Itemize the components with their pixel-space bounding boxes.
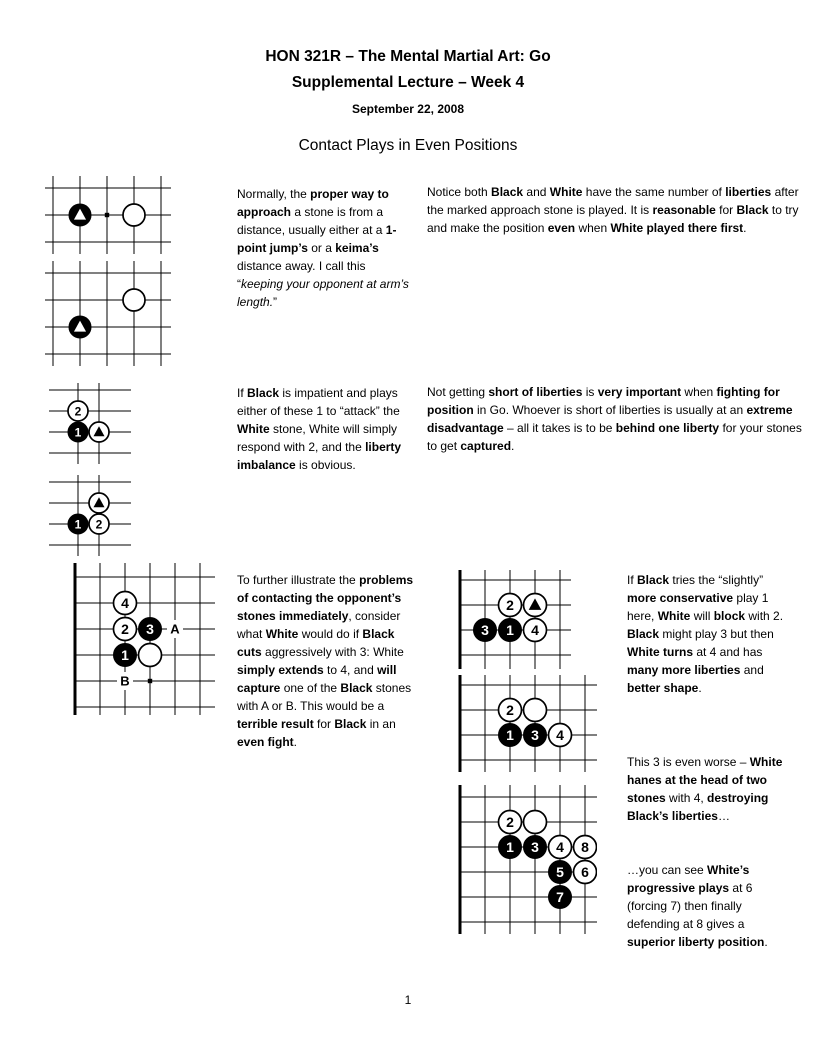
svg-text:5: 5 [556,864,564,881]
text-segment: ” [273,295,278,309]
svg-text:2: 2 [95,517,103,532]
text-segment: aggressively with 3: White [261,645,404,659]
section-heading: Contact Plays in Even Positions [298,137,518,154]
text-segment: very important [597,385,682,399]
text-segment: in Go. Whoever is short of liberties is usually at an [473,403,747,417]
text-segment: with 4, [665,791,708,805]
go-stone-white-2 [68,401,88,421]
go-stone-black-7 [549,886,572,909]
go-stone-white-triangle [89,422,109,442]
go-stone-white-triangle [524,594,547,617]
text-segment: keima’s [335,241,379,255]
svg-text:7: 7 [556,889,564,906]
svg-text:1: 1 [506,727,514,744]
svg-text:1: 1 [121,647,129,664]
go-stone-black-1 [68,422,88,442]
svg-text:1: 1 [506,622,514,639]
go-stone-white [139,644,162,667]
svg-text:6: 6 [581,864,589,881]
svg-text:2: 2 [121,621,129,638]
text-segment: will capture [237,663,397,695]
text-segment: Black cuts [237,627,395,659]
text-segment: 1-point jump’s [237,223,397,255]
text-segment: block [713,609,746,623]
text-segment: Normally, the [237,187,311,201]
diagram-one-point-approach [45,176,171,259]
text-segment: extreme disadvantage [427,403,793,435]
go-stone-white [524,811,547,834]
text-segment: Black [334,717,367,731]
svg-text:2: 2 [74,404,82,419]
text-segment: is [582,385,598,399]
text-segment: for [313,717,335,731]
text-segment: Black [340,681,373,695]
text-segment: one of the [280,681,341,695]
go-stone-white-4 [114,592,137,615]
text-segment: stones with A or B. This would be a [237,681,412,713]
svg-text:2: 2 [506,814,514,831]
text-segment: many more liberties [627,663,741,677]
text-segment: Black [637,573,670,587]
star-point [148,679,152,683]
text-segment: might play 3 but then [659,627,774,641]
go-stone-white-6 [574,861,597,884]
text-segment: . [764,935,768,949]
diagram-conservative-block-board [458,570,571,669]
text-segment: a stone is from a distance, usually either at a [237,205,386,237]
diagram-turn-at-4 [458,675,597,777]
text-segment: White [657,609,691,623]
diagram-keima-approach [45,261,171,371]
go-stone-black-triangle [69,204,91,226]
text-segment: have the same number of [582,185,726,199]
text-segment: Black [736,203,769,217]
text-segment: to 4, and [323,663,378,677]
go-stone-white-4 [549,836,572,859]
go-stone-white-2 [89,514,109,534]
go-stone-black-1 [114,644,137,667]
diagram-attach-above [49,383,131,469]
diagram-turn-at-4-board [458,675,597,772]
text-segment: more conservative [627,591,734,605]
svg-text:1: 1 [506,839,514,856]
text-segment: and [523,185,550,199]
go-stone-white-2 [499,811,522,834]
text-segment: White hanes at the head of two stones [627,755,783,805]
diagram-attach-above-board [49,383,131,464]
text-segment: at 4 and has [693,645,763,659]
text-segment: will [690,609,714,623]
text-segment: . [743,221,747,235]
text-segment: – all it takes is to be [503,421,616,435]
text-segment: is obvious. [295,458,356,472]
text-segment: White’s progressive plays [627,863,750,895]
text-segment: liberties [725,185,772,199]
diagram-attach-below-board [49,475,131,556]
svg-text:4: 4 [556,727,564,744]
text-segment: would do if [298,627,363,641]
go-stone-black-1 [499,619,522,642]
diagram-conservative-block [458,570,571,674]
text-segment: keeping your opponent at arm’s length. [237,277,409,309]
diagram-attach-below [49,475,131,561]
diagram-one-point-approach-board [45,176,171,254]
text-segment: fighting for position [427,385,780,417]
text-segment: problems of contacting the opponent’s stones immediately [237,573,414,623]
svg-text:1: 1 [74,425,82,440]
svg-text:1: 1 [74,517,82,532]
diagram-cut-capture [73,563,215,720]
text-segment: tries the “slightly” [669,573,764,587]
go-stone-white [524,699,547,722]
text-segment: captured [460,439,512,453]
go-stone-white-4 [549,724,572,747]
text-segment: White played there first [610,221,744,235]
text-segment: destroying Black’s liberties [627,791,769,823]
paragraph-hane-head [627,753,793,825]
text-segment: …you can see [627,863,708,877]
text-segment: reasonable [652,203,716,217]
text-segment: for your stones to get [427,421,802,453]
go-stone-black-3 [524,724,547,747]
point-label-B: B [120,673,130,689]
text-segment: , consider what [237,609,401,641]
text-segment: liberty imbalance [237,440,402,472]
star-point [105,213,109,217]
text-segment: Black [247,386,280,400]
text-segment: for [715,203,737,217]
go-stone-black-5 [549,861,572,884]
diagram-hane-sequence [458,785,597,939]
text-segment: or a [307,241,336,255]
text-segment: White [549,185,583,199]
text-segment: White turns [627,645,693,659]
text-segment: stone, White will simply respond with 2, and the [237,422,398,454]
text-segment: . [698,681,702,695]
text-segment: distance away. I call this “ [237,259,366,291]
text-segment: To further illustrate the [237,573,360,587]
diagram-hane-sequence-board [458,785,597,934]
text-segment: at 6 (forcing 7) then finally defending at 8 gives a [627,881,753,931]
text-segment: to try and make the position [427,203,799,235]
text-segment: even [547,221,576,235]
text-segment: even fight [237,735,294,749]
text-segment: after the marked approach stone is played. It is [427,185,799,217]
go-stone-white-4 [524,619,547,642]
text-segment: is impatient and plays either of these 1 to “attack” the [237,386,400,418]
text-segment: If [237,386,248,400]
svg-text:2: 2 [506,702,514,719]
svg-text:3: 3 [531,727,539,744]
point-label-A: A [170,621,180,637]
go-stone-black-1 [499,724,522,747]
text-segment: better shape [627,681,699,695]
go-stone-black-3 [474,619,497,642]
text-segment: White [237,422,270,436]
svg-text:4: 4 [121,595,129,612]
text-segment: Black [627,627,660,641]
text-segment: … [717,809,730,823]
paragraph-conservative-play [627,571,787,697]
text-segment: when [575,221,611,235]
text-segment: and [740,663,764,677]
go-stone-white-2 [499,699,522,722]
text-segment: This 3 is even worse – [627,755,750,769]
text-segment: White [265,627,299,641]
text-segment: terrible result [237,717,314,731]
text-segment: . [511,439,515,453]
svg-text:4: 4 [556,839,564,856]
document-title: HON 321R – The Mental Martial Art: Go [265,48,551,65]
paragraph-short-of-liberties [427,383,803,455]
svg-text:8: 8 [581,839,589,856]
paragraph-impatient-attack [237,384,411,474]
svg-text:4: 4 [531,622,539,639]
text-segment: in an [366,717,396,731]
paragraph-proper-approach [237,185,411,311]
text-segment: play 1 here, [627,591,769,623]
text-segment: If [627,573,638,587]
text-segment: . [293,735,298,749]
text-segment: Notice both [427,185,492,199]
go-stone-black-triangle [69,316,91,338]
go-stone-white-8 [574,836,597,859]
text-segment: superior liberty position [627,935,765,949]
svg-text:3: 3 [481,622,489,639]
text-segment: Black [491,185,524,199]
paragraph-cut-consequences [237,571,415,751]
paragraph-progressive-plays [627,861,793,951]
go-stone-black-3 [139,618,162,641]
go-stone-black-3 [524,836,547,859]
go-stone-white [123,204,145,226]
diagram-keima-approach-board [45,261,171,366]
document-date: September 22, 2008 [351,102,465,116]
text-segment: when [681,385,717,399]
page-number: 1 [404,993,412,1007]
paragraph-equal-liberties [427,183,799,237]
diagram-cut-capture-board [73,563,215,715]
go-stone-white-2 [499,594,522,617]
document-subtitle: Supplemental Lecture – Week 4 [291,74,525,91]
go-stone-white-triangle [89,493,109,513]
text-segment: simply extends [237,663,324,677]
text-segment: Not getting [427,385,489,399]
text-segment: short of liberties [488,385,583,399]
text-segment: behind one liberty [615,421,720,435]
go-stone-black-1 [499,836,522,859]
svg-text:2: 2 [506,597,514,614]
go-stone-black-1 [68,514,88,534]
svg-text:3: 3 [146,621,154,638]
go-stone-white-2 [114,618,137,641]
svg-text:3: 3 [531,839,539,856]
text-segment: with 2. [745,609,784,623]
go-stone-white [123,289,145,311]
text-segment: proper way to approach [237,187,389,219]
